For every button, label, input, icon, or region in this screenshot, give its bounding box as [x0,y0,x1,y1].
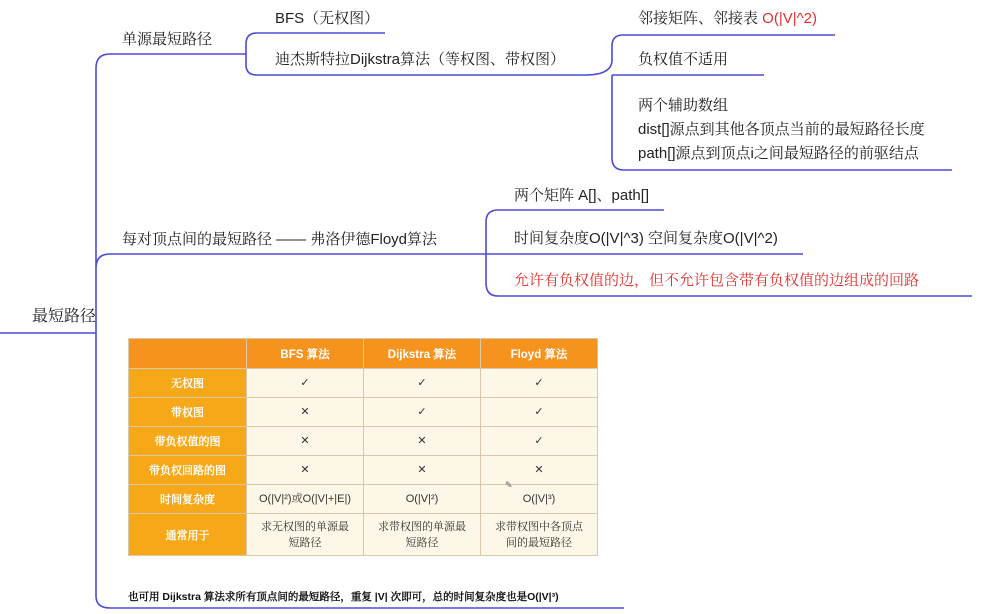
table-row [129,369,598,398]
dijkstra-arrays-node[interactable] [638,94,925,166]
check-icon: ✓ [364,369,481,398]
table-row-header: 通常用于 [129,514,247,556]
check-icon: ✓ [481,398,598,427]
cross-icon: ✕ [247,398,364,427]
table-row-header: 带负权值的图 [129,427,247,456]
cross-icon: ✕ [364,456,481,485]
table-cell: O(|V|²)或O(|V|+|E|) [247,485,364,514]
root-node[interactable] [0,307,96,327]
arrays-title: 两个辅助数组 [638,97,729,114]
table-cell: 求带权图中各顶点间的最短路径 [481,514,598,556]
check-icon: ✓ [481,369,598,398]
table-header-bfs: BFS 算法 [247,339,364,369]
cross-icon: ✕ [364,427,481,456]
check-icon: ✓ [247,369,364,398]
dijkstra-storage-node[interactable] [638,9,817,29]
check-icon: ✓ [481,427,598,456]
bfs-node[interactable]: BFS（无权图） [275,10,380,27]
cross-icon: ✕ [247,427,364,456]
table-header-floyd: Floyd 算法 [481,339,598,369]
table-header-corner [129,339,247,369]
table-row-header: 无权图 [129,369,247,398]
table-row [129,456,598,485]
dijkstra-negative-node[interactable]: 负权值不适用 [638,51,729,68]
table-cell: 求无权图的单源最短路径 [247,514,364,556]
table-cell: 求带权图的单源最短路径 [364,514,481,556]
pencil-icon: ✎ [505,480,513,490]
floyd-negative-node[interactable]: 允许有负权值的边，但不允许包含带有负权值的边组成的回路 [514,272,920,289]
root-label: 最短路径 [31,308,96,325]
floyd-matrices-node[interactable]: 两个矩阵 A[]、path[] [514,187,650,204]
cross-icon: ✕ [247,456,364,485]
table-cell: O(|V|³) [481,485,598,514]
table-row [129,427,598,456]
table-row [129,514,598,556]
footnote: 也可用 Dijkstra 算法求所有顶点间的最短路径，重复 |V| 次即可，总的时间复杂度也是O(|V|³) [128,591,559,603]
floyd-complexity-node[interactable]: 时间复杂度O(|V|^3) 空间复杂度O(|V|^2) [514,230,778,247]
comparison-table [128,338,598,556]
table-header-dijkstra: Dijkstra 算法 [364,339,481,369]
table-row [129,398,598,427]
dijkstra-complexity: O(|V|^2) [762,10,818,27]
dijkstra-node[interactable]: 迪杰斯特拉Dijkstra算法（等权图、带权图） [275,51,566,68]
table-row-header: 带权图 [129,398,247,427]
check-icon: ✓ [364,398,481,427]
single-source-node[interactable]: 单源最短路径 [122,31,213,48]
table-row-header: 时间复杂度 [129,485,247,514]
arrays-path: path[]源点到顶点i之间最短路径的前驱结点 [638,145,919,162]
dijkstra-storage-text: 邻接矩阵、邻接表 [638,10,763,27]
arrays-dist: dist[]源点到其他各顶点当前的最短路径长度 [638,121,925,138]
table-header-row [129,339,598,369]
table-row-header: 带负权回路的图 [129,456,247,485]
table-cell: O(|V|²) [364,485,481,514]
table-row [129,485,598,514]
all-pairs-node[interactable]: 每对顶点间的最短路径 —— 弗洛伊德Floyd算法 [122,231,438,248]
cross-icon: ✕ [481,456,598,485]
